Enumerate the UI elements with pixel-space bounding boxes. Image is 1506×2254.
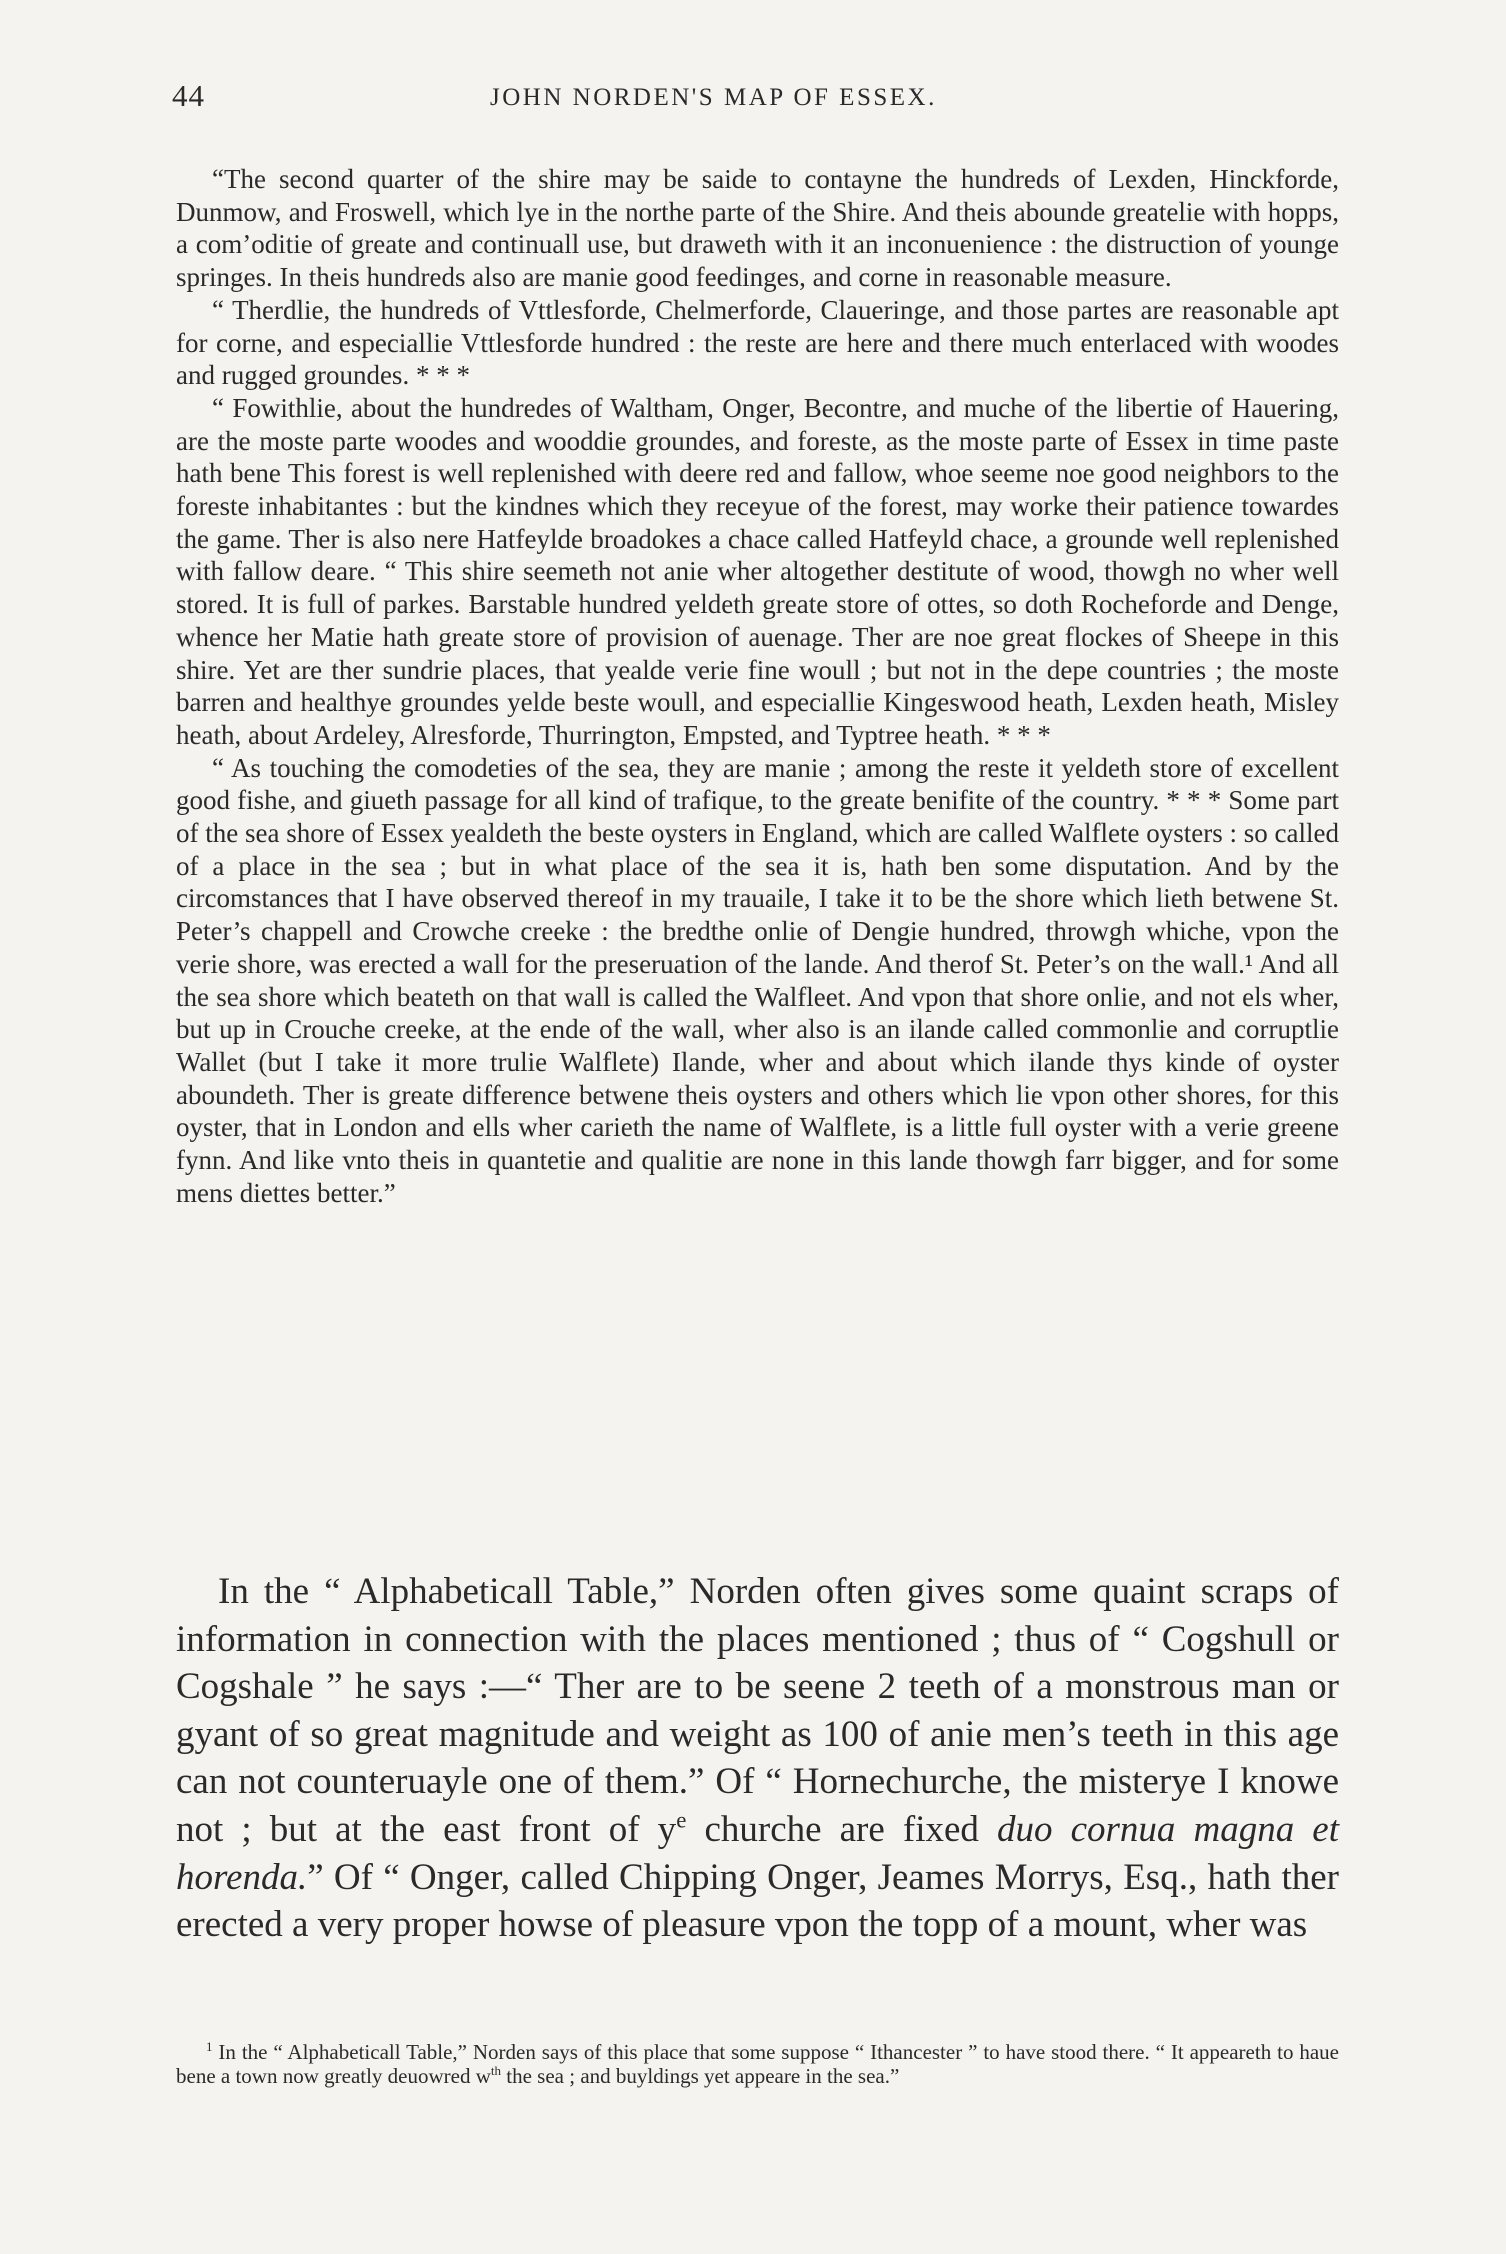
body-text: In the “ Alphabeticall Table,” Norden often gives some quaint scraps of information in connection with the places mentioned ; thus of “ Cogshull or Cogshale ” he says :—“ Ther are to be seene 2 teeth of a monstrous man or gyant of so great magnitude and weight as 100 of anie men’s teeth in this age can not counteruayle one of them.” Of “ Hornechurche, the misterye I knowe not ; but at the east front of y <box>176 1571 1339 1850</box>
page-number: 44 <box>172 78 205 113</box>
running-title: JOHN NORDEN'S MAP OF ESSEX. <box>490 84 937 111</box>
superscript: e <box>676 1807 687 1833</box>
page-header <box>172 78 1344 128</box>
footnote-text: the sea ; and buyldings yet appeare in the sea.” <box>501 2064 900 2088</box>
quoted-passage <box>176 163 1339 1210</box>
body-paragraph <box>176 1568 1339 1949</box>
quote-paragraph: “ Fowithlie, about the hundredes of Waltham, Onger, Becontre, and muche of the libertie of Hauering, are the moste parte woodes and wooddie groundes, and foreste, as the moste parte of Essex in time paste hath bene This forest is well replenished with deere red and fallow, whoe seeme noe good neighbors to the foreste inhabitantes : but the kindnes which they receyue of the forest, may worke their patience towardes the game. Ther is also nere Hatfeylde broadokes a chace called Hatfeyld chace, a grounde well replenished with fallow deare. “ This shire seemeth not anie wher altogether destitute of wood, thowgh no wher well stored. It is full of parkes. Barstable hundred yeldeth greate store of ottes, so doth Rocheforde and Denge, whence her Matie hath greate store of provision of auenage. Ther are noe great flockes of Sheepe in this shire. Yet are ther sundrie places, that yealde verie fine woull ; but not in the depe countries ; the moste barren and healthye groundes yelde beste woull, and especiallie Kingeswood heath, Lexden heath, Misley heath, about Ardeley, Alresforde, Thurrington, Empsted, and Typtree heath. * * * <box>176 392 1339 750</box>
footnote <box>176 2040 1339 2088</box>
quote-paragraph: “The second quarter of the shire may be saide to contayne the hundreds of Lexden, Hinckforde, Dunmow, and Froswell, which lye in the northe parte of the Shire. And theis abounde greatelie with hopps, a com’oditie of greate and continuall use, but draweth with it an inconuenience : the distruction of younge springes. In theis hundreds also are manie good feedinges, and corne in reasonable measure. <box>176 164 1339 293</box>
quote-paragraph: “ As touching the comodeties of the sea, they are manie ; among the reste it yeldeth store of excellent good fishe, and giueth passage for all kind of trafique, to the greate benifite of the country. * * * Some part of the sea shore of Essex yealdeth the beste oysters in England, which are called Walflete oysters : so called of a place in the sea ; but in what place of the sea it is, hath ben some disputation. And by the circomstances that I have observed thereof in my trauaile, I take it to be the shore which lieth betwene St. Peter’s chappell and Crowche creeke : the bredthe onlie of Dengie hundred, throwgh whiche, vpon the verie shore, was erected a wall for the preseruation of the lande. And therof St. Peter’s on the wall.¹ And all the sea shore which beateth on that wall is called the Walfleet. And vpon that shore onlie, and not els wher, but up in Crouche creeke, at the ende of the wall, wher also is an ilande called commonlie and corruptlie Wallet (but I take it more trulie Walflete) Ilande, wher and about which ilande thys kinde of oyster aboundeth. Ther is greate difference betwene theis oysters and others which lie vpon other shores, for this oyster, that in London and ells wher carieth the name of Walflete, is a little full oyster with a verie greene fynn. And like vnto theis in quantetie and qualitie are none in this lande thowgh farr bigger, and for some mens diettes better.” <box>176 752 1339 1208</box>
body-text: ” Of “ Onger, called Chipping Onger, Jeames Morrys, Esq., hath ther erected a very proper howse of pleasure vpon the topp of a mount, wher was <box>176 1856 1339 1946</box>
latin-phrase: duo cornua magna et horenda. <box>176 1808 1339 1898</box>
body-text: churche are fixed <box>686 1808 997 1850</box>
footnotes <box>176 2040 1339 2088</box>
footnote-marker: 1 <box>206 2039 213 2054</box>
footnote-text: In the “ Alphabeticall Table,” Norden says of this place that some suppose “ Ithancester ” to have stood there. “ It appeareth to haue bene a town now greatly deuowred w <box>176 2040 1339 2088</box>
superscript: th <box>490 2063 502 2078</box>
quote-paragraph: “ Therdlie, the hundreds of Vttlesforde, Chelmerforde, Claueringe, and those partes are reasonable apt for corne, and especiallie Vttlesforde hundred : the reste are here and there much enterlaced with woodes and rugged groundes. * * * <box>176 294 1339 391</box>
main-text <box>176 1568 1339 1949</box>
